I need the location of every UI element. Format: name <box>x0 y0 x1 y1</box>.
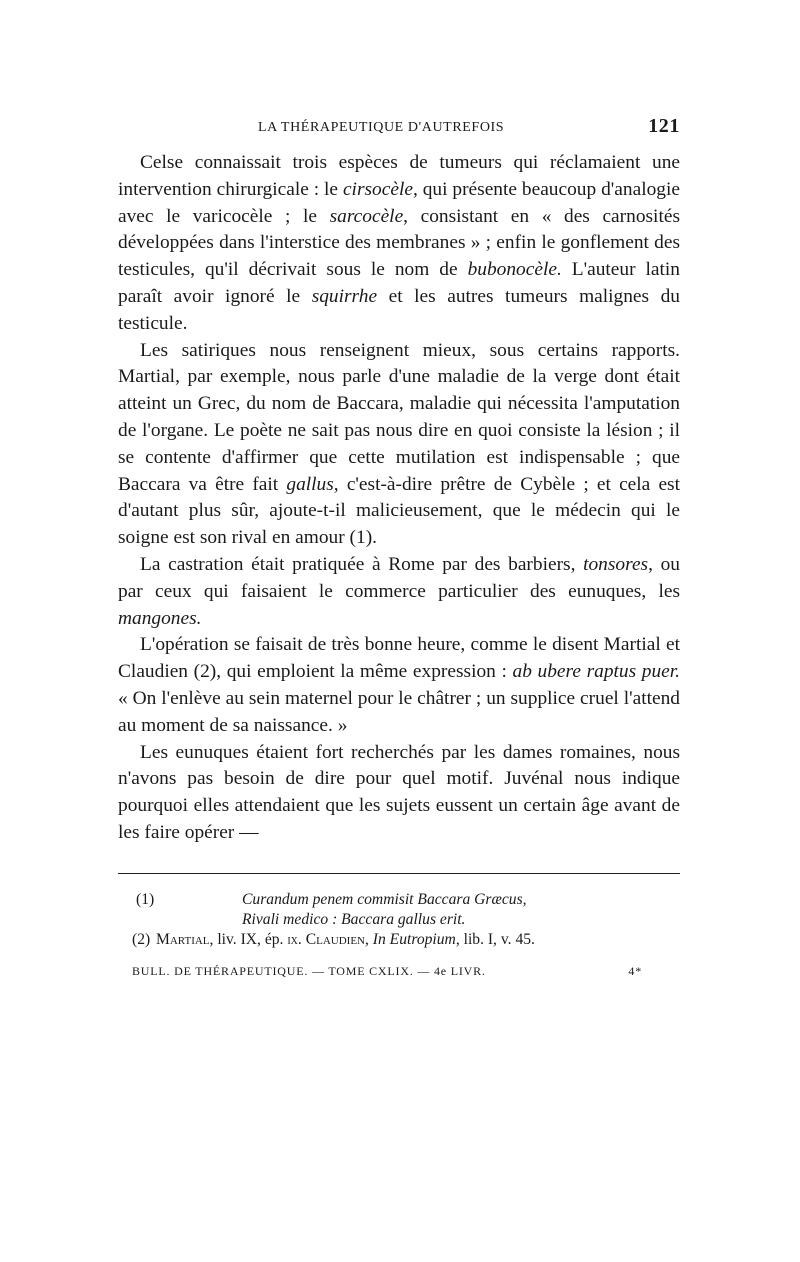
text-run: L'opération se faisait de très bonne heure, comme le disent Martial et Claudien (2), qui emploient la même expression : <box>118 634 680 683</box>
footnote-2-ref-1b: ix <box>287 932 298 948</box>
text-run: Les satiriques nous renseignent mieux, sous certains rapports. Martial, par exemple, nous parle d'une maladie de la verge dont était atteint un Grec, du nom de Baccara, maladie qui nécessita l'amputation de l'organe. Le poète ne sait pas nous dire en quoi consiste la lésion ; il se contente d'affirmer que cette mutilation est indispensable ; que Baccara va être fait <box>118 339 680 495</box>
text-run: « On l'enlève au sein maternel pour le châtrer ; un supplice cruel l'attend au moment de sa naissance. » <box>118 687 680 736</box>
text-run: , qui présente beaucoup d'analogie avec le varicocèle ; le <box>118 178 680 227</box>
footnote-2-work: In Eutropium <box>372 930 456 948</box>
running-header <box>118 112 680 142</box>
italic-term: tonsores <box>583 553 649 575</box>
text-run: La castration était pratiquée à Rome par des barbiers, <box>140 553 584 575</box>
italic-term: ab ubere raptus puer. <box>512 661 681 683</box>
sheet-signature: 4* <box>628 963 642 978</box>
paragraph <box>118 632 680 739</box>
text-run: Les eunuques étaient fort recherchés par les dames romaines, nous n'avons pas besoin de dire pour quel motif. Juvénal nous indique pourquoi elles attendaient que les sujets eussent un certain âge avant de les faire opérer — <box>118 741 680 843</box>
text-run: , consistant en « des carnosités développées dans l'interstice des membranes » ; enfin le gonflement des testicules, qu'il décrivait sous le nom de <box>118 205 680 281</box>
italic-term: cirsocèle <box>342 178 413 200</box>
paragraph <box>118 150 680 338</box>
footnotes <box>118 890 680 951</box>
paragraph <box>118 338 680 552</box>
footnote-2-ref-1a: , liv. IX, ép. <box>209 930 288 948</box>
footnote-2-author-martial: Martial <box>156 930 210 948</box>
italic-term: mangones. <box>118 607 202 629</box>
text-run: Celse connaissait trois espèces de tumeurs qui réclamaient une intervention chirurgicale : le <box>118 152 680 200</box>
text-run: , ou par ceux qui faisaient le commerce particulier des eunuques, les <box>118 553 680 602</box>
body-text <box>118 150 680 847</box>
page-footer <box>118 964 680 982</box>
footnote-2-ref-2a: , <box>364 930 373 948</box>
footnote-1 <box>118 890 680 930</box>
book-page <box>118 112 680 982</box>
footnote-2 <box>118 930 680 951</box>
text-run: , c'est-à-dire prêtre de Cybèle ; et cela est d'autant plus sûr, ajoute-t-il malicieusement, que le médecin qui le soigne est son rival en amour (1). <box>118 473 680 549</box>
footnote-2-marker: (2) <box>132 930 151 948</box>
page-number: 121 <box>648 115 680 137</box>
footnote-1-marker: (1) <box>136 890 155 908</box>
paragraph <box>118 740 680 847</box>
footnote-2-ref-2b: , lib. I, v. 45. <box>455 930 535 948</box>
italic-term: sarcocèle <box>329 205 404 227</box>
italic-term: gallus <box>286 473 334 495</box>
footnote-2-ref-1c: . <box>297 930 306 948</box>
italic-term: squirrhe <box>311 285 378 307</box>
journal-signature: BULL. DE THÉRAPEUTIQUE. — TOME CXLIX. — 4e LIVR. <box>132 963 486 978</box>
paragraph <box>118 552 680 632</box>
footnote-1-line-1: Curandum penem commisit Baccara Græcus, <box>242 890 527 908</box>
running-title: LA THÉRAPEUTIQUE D'AUTREFOIS <box>258 120 505 135</box>
text-run: L'auteur latin paraît avoir ignoré le <box>118 259 680 307</box>
footnote-1-line-2: Rivali medico : Baccara gallus erit. <box>242 910 466 928</box>
italic-term: bubonocèle. <box>467 259 562 281</box>
footnote-rule <box>118 873 680 874</box>
footnote-2-author-claudien: Claudien <box>305 930 365 948</box>
text-run: et les autres tumeurs malignes du testicule. <box>118 285 681 334</box>
